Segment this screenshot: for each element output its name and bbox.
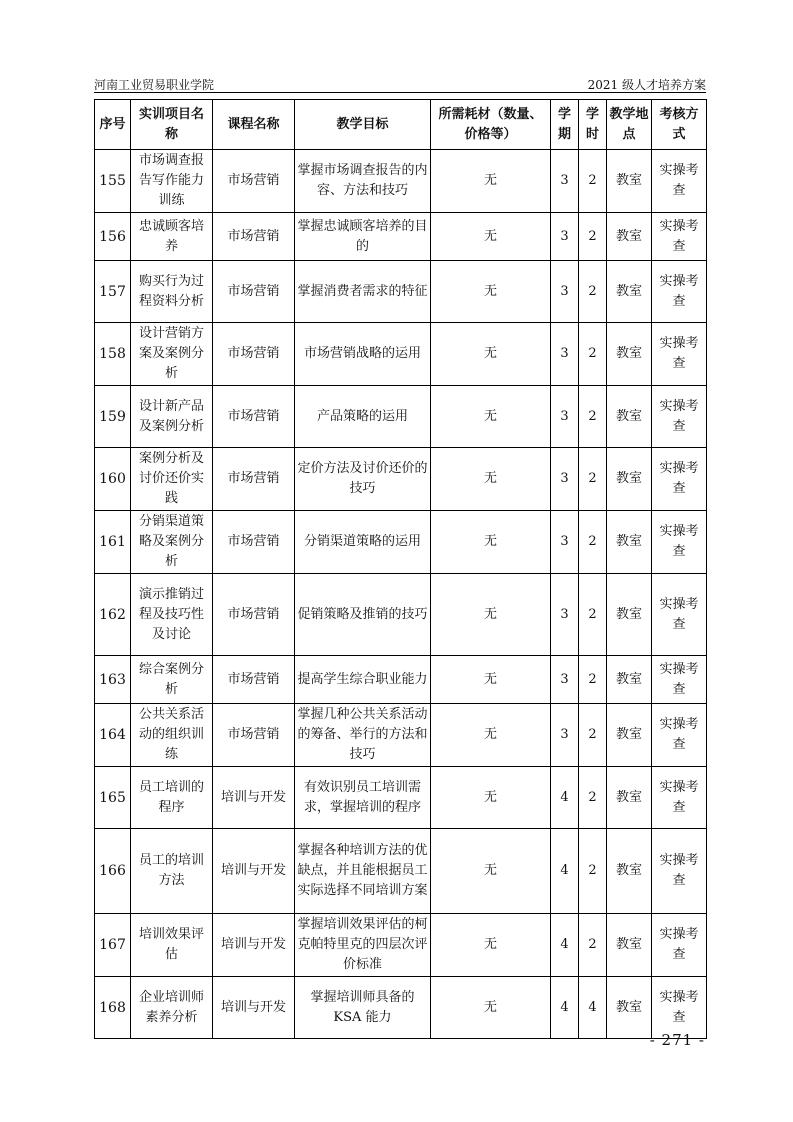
row-number: 167	[95, 914, 131, 977]
project-name: 员工的培训方法	[131, 829, 213, 914]
hours: 2	[579, 448, 607, 511]
materials: 无	[431, 448, 551, 511]
teaching-goal: 提高学生综合职业能力	[295, 656, 431, 704]
hours: 2	[579, 511, 607, 574]
course-name: 市场营销	[213, 213, 295, 261]
hours: 2	[579, 150, 607, 213]
location: 教室	[607, 704, 652, 767]
term: 3	[551, 213, 579, 261]
assessment: 实操考查	[652, 767, 707, 829]
term: 3	[551, 448, 579, 511]
materials: 无	[431, 150, 551, 213]
row-number: 164	[95, 704, 131, 767]
col-header-assess: 考核方式	[652, 100, 707, 150]
course-name: 市场营销	[213, 150, 295, 213]
page-number: - 271 -	[649, 1031, 705, 1049]
table-row	[95, 977, 707, 1039]
hours: 2	[579, 213, 607, 261]
term: 3	[551, 150, 579, 213]
table-header-row	[95, 100, 707, 150]
row-number: 162	[95, 574, 131, 656]
course-name: 培训与开发	[213, 977, 295, 1039]
assessment: 实操考查	[652, 150, 707, 213]
col-header-material: 所需耗材（数量、价格等）	[431, 100, 551, 150]
table-row	[95, 261, 707, 323]
hours: 2	[579, 323, 607, 386]
page-header	[94, 74, 706, 93]
assessment: 实操考查	[652, 213, 707, 261]
table-row	[95, 150, 707, 213]
course-name: 市场营销	[213, 386, 295, 448]
course-name: 市场营销	[213, 448, 295, 511]
teaching-goal: 掌握市场调查报告的内容、方法和技巧	[295, 150, 431, 213]
project-name: 设计新产品及案例分析	[131, 386, 213, 448]
project-name: 综合案例分析	[131, 656, 213, 704]
row-number: 159	[95, 386, 131, 448]
project-name: 设计营销方案及案例分析	[131, 323, 213, 386]
hours: 2	[579, 704, 607, 767]
term: 4	[551, 767, 579, 829]
term: 3	[551, 323, 579, 386]
materials: 无	[431, 977, 551, 1039]
table-row	[95, 448, 707, 511]
table-row	[95, 386, 707, 448]
training-table	[94, 99, 707, 1039]
term: 3	[551, 574, 579, 656]
hours: 2	[579, 829, 607, 914]
materials: 无	[431, 829, 551, 914]
hours: 2	[579, 914, 607, 977]
row-number: 156	[95, 213, 131, 261]
assessment: 实操考查	[652, 261, 707, 323]
row-number: 155	[95, 150, 131, 213]
location: 教室	[607, 150, 652, 213]
assessment: 实操考查	[652, 323, 707, 386]
col-header-hours: 学时	[579, 100, 607, 150]
assessment: 实操考查	[652, 511, 707, 574]
term: 3	[551, 261, 579, 323]
course-name: 市场营销	[213, 511, 295, 574]
assessment: 实操考查	[652, 829, 707, 914]
course-name: 市场营销	[213, 574, 295, 656]
location: 教室	[607, 213, 652, 261]
table-row	[95, 767, 707, 829]
materials: 无	[431, 914, 551, 977]
teaching-goal: 掌握几种公共关系活动的筹备、举行的方法和技巧	[295, 704, 431, 767]
location: 教室	[607, 829, 652, 914]
school-name: 河南工业贸易职业学院	[94, 78, 215, 92]
hours: 2	[579, 261, 607, 323]
teaching-goal: 促销策略及推销的技巧	[295, 574, 431, 656]
location: 教室	[607, 977, 652, 1039]
term: 3	[551, 511, 579, 574]
course-name: 培训与开发	[213, 829, 295, 914]
project-name: 案例分析及讨价还价实践	[131, 448, 213, 511]
materials: 无	[431, 213, 551, 261]
course-name: 市场营销	[213, 656, 295, 704]
col-header-no: 序号	[95, 100, 131, 150]
materials: 无	[431, 323, 551, 386]
hours: 4	[579, 977, 607, 1039]
project-name: 演示推销过程及技巧性及讨论	[131, 574, 213, 656]
hours: 2	[579, 574, 607, 656]
project-name: 公共关系活动的组织训练	[131, 704, 213, 767]
teaching-goal: 定价方法及讨价还价的技巧	[295, 448, 431, 511]
col-header-course: 课程名称	[213, 100, 295, 150]
materials: 无	[431, 656, 551, 704]
hours: 2	[579, 656, 607, 704]
course-name: 培训与开发	[213, 767, 295, 829]
location: 教室	[607, 323, 652, 386]
hours: 2	[579, 386, 607, 448]
teaching-goal: 市场营销战略的运用	[295, 323, 431, 386]
teaching-goal: 掌握消费者需求的特征	[295, 261, 431, 323]
materials: 无	[431, 574, 551, 656]
location: 教室	[607, 574, 652, 656]
course-name: 市场营销	[213, 704, 295, 767]
course-name: 市场营销	[213, 261, 295, 323]
row-number: 168	[95, 977, 131, 1039]
teaching-goal: 掌握各种培训方法的优缺点，并且能根据员工实际选择不同培训方案	[295, 829, 431, 914]
teaching-goal: 掌握忠诚顾客培养的目的	[295, 213, 431, 261]
table-row	[95, 574, 707, 656]
row-number: 163	[95, 656, 131, 704]
materials: 无	[431, 704, 551, 767]
col-header-goal: 教学目标	[295, 100, 431, 150]
assessment: 实操考查	[652, 704, 707, 767]
course-name: 市场营销	[213, 323, 295, 386]
teaching-goal: 有效识别员工培训需求，掌握培训的程序	[295, 767, 431, 829]
table-row	[95, 656, 707, 704]
table-row	[95, 829, 707, 914]
assessment: 实操考查	[652, 656, 707, 704]
teaching-goal: 分销渠道策略的运用	[295, 511, 431, 574]
assessment: 实操考查	[652, 574, 707, 656]
term: 3	[551, 656, 579, 704]
row-number: 166	[95, 829, 131, 914]
col-header-place: 教学地点	[607, 100, 652, 150]
assessment: 实操考查	[652, 448, 707, 511]
location: 教室	[607, 656, 652, 704]
project-name: 市场调查报告写作能力训练	[131, 150, 213, 213]
materials: 无	[431, 261, 551, 323]
assessment: 实操考查	[652, 977, 707, 1039]
table-row	[95, 213, 707, 261]
project-name: 忠诚顾客培养	[131, 213, 213, 261]
location: 教室	[607, 386, 652, 448]
table-row	[95, 511, 707, 574]
location: 教室	[607, 448, 652, 511]
project-name: 分销渠道策略及案例分析	[131, 511, 213, 574]
term: 3	[551, 386, 579, 448]
row-number: 161	[95, 511, 131, 574]
row-number: 157	[95, 261, 131, 323]
row-number: 160	[95, 448, 131, 511]
teaching-goal: 产品策略的运用	[295, 386, 431, 448]
assessment: 实操考查	[652, 386, 707, 448]
teaching-goal: 掌握培训效果评估的柯克帕特里克的四层次评价标准	[295, 914, 431, 977]
table-row	[95, 914, 707, 977]
materials: 无	[431, 767, 551, 829]
col-header-term: 学期	[551, 100, 579, 150]
hours: 2	[579, 767, 607, 829]
row-number: 158	[95, 323, 131, 386]
row-number: 165	[95, 767, 131, 829]
term: 4	[551, 829, 579, 914]
term: 4	[551, 977, 579, 1039]
course-name: 培训与开发	[213, 914, 295, 977]
table-row	[95, 323, 707, 386]
location: 教室	[607, 767, 652, 829]
assessment: 实操考查	[652, 914, 707, 977]
project-name: 培训效果评估	[131, 914, 213, 977]
location: 教室	[607, 261, 652, 323]
col-header-project: 实训项目名称	[131, 100, 213, 150]
project-name: 企业培训师素养分析	[131, 977, 213, 1039]
project-name: 购买行为过程资料分析	[131, 261, 213, 323]
location: 教室	[607, 511, 652, 574]
document-title: 2021 级人才培养方案	[587, 78, 706, 92]
materials: 无	[431, 511, 551, 574]
teaching-goal: 掌握培训师具备的 KSA 能力	[295, 977, 431, 1039]
term: 3	[551, 704, 579, 767]
location: 教室	[607, 914, 652, 977]
table-row	[95, 704, 707, 767]
project-name: 员工培训的程序	[131, 767, 213, 829]
materials: 无	[431, 386, 551, 448]
term: 4	[551, 914, 579, 977]
